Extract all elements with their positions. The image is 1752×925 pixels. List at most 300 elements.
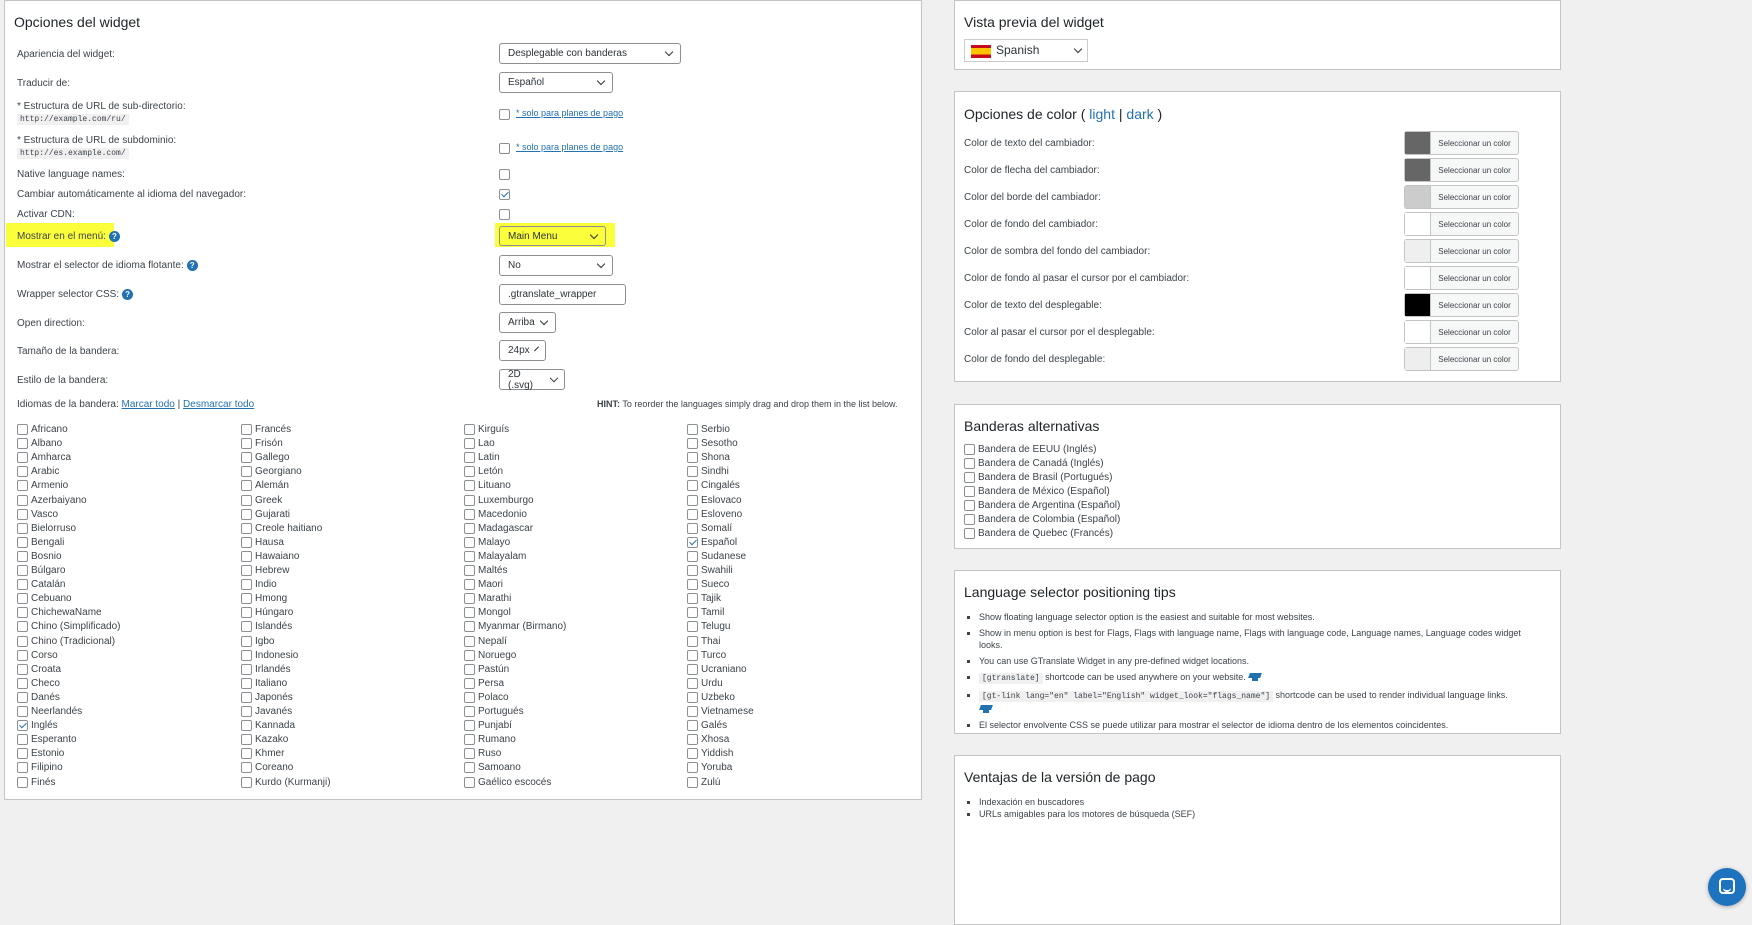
language-item[interactable] <box>17 452 71 463</box>
language-label: Lituano <box>478 480 511 492</box>
alt-flag-checkbox[interactable] <box>964 458 975 469</box>
language-checkbox[interactable] <box>241 762 252 773</box>
language-item[interactable] <box>241 706 292 717</box>
language-item[interactable] <box>687 466 729 477</box>
language-checkbox[interactable] <box>17 480 28 491</box>
language-checkbox[interactable] <box>17 748 28 759</box>
language-checkbox[interactable] <box>17 762 28 773</box>
language-item[interactable] <box>241 621 292 632</box>
graduation-cap-icon[interactable] <box>979 705 993 714</box>
language-switcher[interactable] <box>964 39 1088 62</box>
language-checkbox[interactable] <box>464 692 475 703</box>
language-label: Shona <box>701 452 730 464</box>
language-item[interactable] <box>464 424 509 435</box>
language-item[interactable] <box>464 565 507 576</box>
language-checkbox[interactable] <box>687 579 698 590</box>
language-checkbox[interactable] <box>241 424 252 435</box>
language-item[interactable] <box>241 607 293 618</box>
language-checkbox[interactable] <box>464 734 475 745</box>
language-checkbox[interactable] <box>241 650 252 661</box>
language-item[interactable] <box>687 424 730 435</box>
language-checkbox[interactable] <box>241 452 252 463</box>
language-checkbox[interactable] <box>241 551 252 562</box>
language-checkbox[interactable] <box>687 537 698 548</box>
language-checkbox[interactable] <box>687 692 698 703</box>
language-item[interactable] <box>17 664 61 675</box>
auto-switch-checkbox[interactable] <box>499 189 510 200</box>
language-checkbox[interactable] <box>464 537 475 548</box>
language-item[interactable] <box>241 480 289 491</box>
language-item[interactable] <box>17 438 62 449</box>
language-checkbox[interactable] <box>17 424 28 435</box>
language-checkbox[interactable] <box>17 579 28 590</box>
help-icon[interactable]: ? <box>109 231 120 242</box>
help-icon[interactable]: ? <box>122 289 133 300</box>
select-color-button[interactable] <box>1404 266 1519 290</box>
paren-open: ( <box>1080 106 1086 122</box>
language-label: Francés <box>255 424 292 435</box>
alt-flag-item[interactable] <box>964 528 1113 539</box>
language-checkbox[interactable] <box>241 593 252 604</box>
language-item[interactable] <box>464 537 510 548</box>
language-label: Sesotho <box>701 438 738 450</box>
language-item[interactable] <box>464 664 509 675</box>
flag-size-select[interactable] <box>499 340 546 361</box>
language-item[interactable] <box>464 509 527 520</box>
flag-style-select[interactable] <box>499 369 565 390</box>
language-item[interactable] <box>687 607 724 618</box>
language-checkbox[interactable] <box>687 509 698 520</box>
native-names-checkbox[interactable] <box>499 169 510 180</box>
language-item[interactable] <box>241 593 287 604</box>
language-item[interactable] <box>687 720 727 731</box>
cdn-label: Activar CDN: <box>17 209 75 220</box>
language-item[interactable] <box>464 762 521 773</box>
language-item[interactable] <box>241 537 284 548</box>
language-item[interactable] <box>464 636 507 647</box>
color-swatch <box>1405 294 1431 316</box>
select-color-button[interactable] <box>1404 185 1519 209</box>
language-item[interactable] <box>17 495 87 506</box>
select-color-button[interactable] <box>1404 131 1519 155</box>
language-item[interactable] <box>241 762 293 773</box>
check-all-link[interactable]: Marcar todo <box>121 399 175 410</box>
language-item[interactable] <box>17 748 64 759</box>
help-icon[interactable]: ? <box>187 260 198 271</box>
language-item[interactable] <box>17 734 77 745</box>
language-checkbox[interactable] <box>17 565 28 576</box>
paid-panel <box>954 755 1561 925</box>
select-color-button[interactable] <box>1404 347 1519 371</box>
language-checkbox[interactable] <box>241 523 252 534</box>
language-item[interactable] <box>241 438 283 449</box>
chat-bubble-button[interactable] <box>1708 868 1746 906</box>
language-item[interactable] <box>17 706 82 717</box>
language-checkbox[interactable] <box>687 495 698 506</box>
language-checkbox[interactable] <box>241 706 252 717</box>
language-checkbox[interactable] <box>17 621 28 632</box>
language-item[interactable] <box>17 551 62 562</box>
alt-flag-checkbox[interactable] <box>964 444 975 455</box>
select-color-button[interactable] <box>1404 239 1519 263</box>
color-swatch <box>1405 186 1431 208</box>
language-checkbox[interactable] <box>464 777 475 788</box>
language-item[interactable] <box>17 621 120 632</box>
language-item[interactable] <box>17 720 58 731</box>
language-item[interactable] <box>464 678 504 689</box>
language-item[interactable] <box>17 678 60 689</box>
alt-flags-title: Banderas alternativas <box>964 418 1100 434</box>
language-item[interactable] <box>17 636 115 647</box>
language-item[interactable] <box>687 523 732 534</box>
language-checkbox[interactable] <box>464 565 475 576</box>
language-item[interactable] <box>687 777 720 788</box>
subdir-label: * Estructura de URL de sub-directorio: <box>17 101 186 112</box>
language-item[interactable] <box>464 452 500 463</box>
alt-flag-item[interactable] <box>964 500 1120 511</box>
language-label: Húngaro <box>255 607 294 619</box>
language-checkbox[interactable] <box>464 523 475 534</box>
language-checkbox[interactable] <box>17 650 28 661</box>
language-item[interactable] <box>17 650 58 661</box>
translate-from-select[interactable] <box>499 72 613 93</box>
language-checkbox[interactable] <box>241 734 252 745</box>
language-label: Swahili <box>701 565 733 576</box>
language-label: Lao <box>478 438 495 450</box>
language-label: Maori <box>478 579 504 591</box>
language-item[interactable] <box>464 720 512 731</box>
select-color-button[interactable] <box>1404 212 1519 236</box>
language-checkbox[interactable] <box>687 664 698 675</box>
show-in-menu-select[interactable] <box>499 226 606 246</box>
language-checkbox[interactable] <box>241 664 252 675</box>
language-label: Xhosa <box>701 734 730 746</box>
language-checkbox[interactable] <box>464 509 475 520</box>
language-checkbox[interactable] <box>687 734 698 745</box>
tip-text: shortcode can be used anywhere on your website. <box>1042 672 1246 682</box>
language-label: Islandés <box>255 621 293 633</box>
language-item[interactable] <box>464 748 501 759</box>
select-color-button[interactable] <box>1404 320 1519 344</box>
language-checkbox[interactable] <box>687 762 698 773</box>
language-label: Japonés <box>255 691 293 703</box>
hint-text <box>597 399 898 409</box>
appearance-select[interactable] <box>499 43 681 64</box>
language-checkbox[interactable] <box>17 692 28 703</box>
language-item[interactable] <box>241 720 295 731</box>
language-checkbox[interactable] <box>464 748 475 759</box>
language-item[interactable] <box>17 480 68 491</box>
subdir-paid-link[interactable]: * solo para planes de pago <box>516 108 624 118</box>
language-item[interactable] <box>241 692 293 703</box>
language-item[interactable] <box>241 466 302 477</box>
language-checkbox[interactable] <box>464 678 475 689</box>
language-item[interactable] <box>687 621 730 632</box>
language-label: Checo <box>31 677 60 689</box>
cdn-checkbox[interactable] <box>499 209 510 220</box>
language-checkbox[interactable] <box>17 607 28 618</box>
language-checkbox[interactable] <box>464 607 475 618</box>
select-color-button[interactable] <box>1404 158 1519 182</box>
language-checkbox[interactable] <box>17 720 28 731</box>
alt-flag-item[interactable] <box>964 514 1120 525</box>
language-checkbox[interactable] <box>464 579 475 590</box>
language-checkbox[interactable] <box>17 466 28 477</box>
paren-close: ) <box>1157 106 1163 122</box>
language-item[interactable] <box>464 706 524 717</box>
language-checkbox[interactable] <box>241 748 252 759</box>
color-option-label: Color del borde del cambiador: <box>964 192 1101 203</box>
language-item[interactable] <box>241 650 298 661</box>
language-checkbox[interactable] <box>687 565 698 576</box>
language-checkbox[interactable] <box>687 607 698 618</box>
language-item[interactable] <box>241 734 288 745</box>
language-item[interactable] <box>687 579 729 590</box>
language-item[interactable] <box>241 551 299 562</box>
language-item[interactable] <box>687 664 747 675</box>
language-item[interactable] <box>464 692 509 703</box>
language-checkbox[interactable] <box>687 424 698 435</box>
language-checkbox[interactable] <box>17 636 28 647</box>
language-item[interactable] <box>464 466 503 477</box>
language-checkbox[interactable] <box>687 650 698 661</box>
language-checkbox[interactable] <box>687 621 698 632</box>
language-switcher-text: Spanish <box>996 43 1040 58</box>
uncheck-all-link[interactable]: Desmarcar todo <box>183 399 255 410</box>
language-label: Ucraniano <box>701 663 747 675</box>
language-item[interactable] <box>687 748 733 759</box>
language-checkbox[interactable] <box>464 650 475 661</box>
alt-flag-checkbox[interactable] <box>964 486 975 497</box>
language-checkbox[interactable] <box>241 692 252 703</box>
language-checkbox[interactable] <box>241 621 252 632</box>
language-item[interactable] <box>464 551 526 562</box>
language-item[interactable] <box>241 495 282 506</box>
language-item[interactable] <box>17 424 68 435</box>
language-item[interactable] <box>17 593 72 604</box>
alt-flag-checkbox[interactable] <box>964 500 975 511</box>
language-checkbox[interactable] <box>241 509 252 520</box>
language-item[interactable] <box>17 777 55 788</box>
language-item[interactable] <box>687 593 721 604</box>
language-item[interactable] <box>687 509 742 520</box>
language-item[interactable] <box>464 480 511 491</box>
language-checkbox[interactable] <box>241 466 252 477</box>
language-checkbox[interactable] <box>687 466 698 477</box>
language-checkbox[interactable] <box>464 480 475 491</box>
language-checkbox[interactable] <box>241 579 252 590</box>
language-item[interactable] <box>17 466 59 477</box>
language-item[interactable] <box>687 692 735 703</box>
language-item[interactable] <box>241 678 287 689</box>
language-checkbox[interactable] <box>17 706 28 717</box>
language-item[interactable] <box>464 777 551 788</box>
language-item[interactable] <box>464 593 511 604</box>
floating-select[interactable] <box>499 255 613 276</box>
language-checkbox[interactable] <box>464 762 475 773</box>
language-checkbox[interactable] <box>687 593 698 604</box>
language-checkbox[interactable] <box>687 523 698 534</box>
wrapper-input[interactable]: .gtranslate_wrapper <box>499 284 626 305</box>
language-item[interactable] <box>687 734 729 745</box>
chevron-down-icon <box>540 317 548 325</box>
language-item[interactable] <box>687 565 733 576</box>
wrapper-text: Wrapper selector CSS: <box>17 289 120 301</box>
language-checkbox[interactable] <box>17 777 28 788</box>
language-checkbox[interactable] <box>464 452 475 463</box>
language-checkbox[interactable] <box>241 636 252 647</box>
alt-flag-item[interactable] <box>964 444 1096 455</box>
language-checkbox[interactable] <box>241 480 252 491</box>
tips-title: Language selector positioning tips <box>964 584 1176 600</box>
language-checkbox[interactable] <box>17 678 28 689</box>
language-checkbox[interactable] <box>241 777 252 788</box>
language-item[interactable] <box>241 579 277 590</box>
language-item[interactable] <box>464 438 495 449</box>
dark-theme-link[interactable]: dark <box>1126 106 1154 122</box>
language-item[interactable] <box>464 607 511 618</box>
language-checkbox[interactable] <box>464 424 475 435</box>
language-label: Javanés <box>255 706 293 717</box>
language-label: ChichewaName <box>31 607 102 619</box>
language-checkbox[interactable] <box>687 452 698 463</box>
language-item[interactable] <box>17 762 63 773</box>
language-checkbox[interactable] <box>687 551 698 562</box>
language-checkbox[interactable] <box>464 664 475 675</box>
alt-flag-checkbox[interactable] <box>964 514 975 525</box>
language-item[interactable] <box>17 692 60 703</box>
language-item[interactable] <box>464 734 516 745</box>
language-label: Albano <box>31 438 63 450</box>
language-checkbox[interactable] <box>464 621 475 632</box>
language-checkbox[interactable] <box>464 706 475 717</box>
alt-flag-item[interactable] <box>964 458 1104 469</box>
paid-title: Ventajas de la versión de pago <box>964 769 1156 785</box>
language-checkbox[interactable] <box>687 706 698 717</box>
language-item[interactable] <box>17 523 76 534</box>
appearance-value: Desplegable con banderas <box>508 48 627 59</box>
language-label: Estonio <box>31 748 65 760</box>
alt-flag-checkbox[interactable] <box>964 528 975 539</box>
language-item[interactable] <box>241 777 331 788</box>
language-checkbox[interactable] <box>464 636 475 647</box>
alt-flag-label: Bandera de Brasil (Portugués) <box>978 472 1113 483</box>
language-item[interactable] <box>241 452 289 463</box>
language-item[interactable] <box>687 537 737 548</box>
language-item[interactable] <box>241 565 289 576</box>
language-item[interactable] <box>687 762 732 773</box>
language-checkbox[interactable] <box>17 452 28 463</box>
language-checkbox[interactable] <box>687 720 698 731</box>
language-item[interactable] <box>687 636 720 647</box>
language-item[interactable] <box>687 452 730 463</box>
color-option-label: Color al pasar el cursor por el desplegable: <box>964 327 1155 338</box>
language-checkbox[interactable] <box>241 607 252 618</box>
language-checkbox[interactable] <box>17 537 28 548</box>
language-checkbox[interactable] <box>17 523 28 534</box>
language-item[interactable] <box>687 495 742 506</box>
language-label: Malayo <box>478 536 511 548</box>
language-item[interactable] <box>687 650 726 661</box>
open-direction-value: Arriba <box>508 317 535 328</box>
language-item[interactable] <box>241 636 274 647</box>
language-checkbox[interactable] <box>687 438 698 449</box>
language-checkbox[interactable] <box>17 664 28 675</box>
floating-value: No <box>508 260 521 271</box>
alt-flag-item[interactable] <box>964 486 1110 497</box>
language-item[interactable] <box>17 509 58 520</box>
language-checkbox[interactable] <box>464 438 475 449</box>
language-checkbox[interactable] <box>241 537 252 548</box>
language-checkbox[interactable] <box>464 551 475 562</box>
language-checkbox[interactable] <box>17 551 28 562</box>
language-item[interactable] <box>687 438 738 449</box>
language-checkbox[interactable] <box>17 509 28 520</box>
language-item[interactable] <box>17 537 64 548</box>
language-checkbox[interactable] <box>687 777 698 788</box>
language-checkbox[interactable] <box>17 438 28 449</box>
language-checkbox[interactable] <box>17 734 28 745</box>
language-checkbox[interactable] <box>17 593 28 604</box>
language-label: Gujarati <box>255 508 291 520</box>
subdomain-paid-link[interactable]: * solo para planes de pago <box>516 142 624 152</box>
language-item[interactable] <box>241 664 291 675</box>
language-checkbox[interactable] <box>687 636 698 647</box>
language-item[interactable] <box>687 551 746 562</box>
language-checkbox[interactable] <box>464 466 475 477</box>
color-option-label: Color de fondo al pasar el cursor por el cambiador: <box>964 273 1190 284</box>
language-checkbox[interactable] <box>241 678 252 689</box>
open-direction-select[interactable] <box>499 312 556 333</box>
language-checkbox[interactable] <box>241 495 252 506</box>
subdomain-checkbox[interactable] <box>499 143 510 154</box>
language-checkbox[interactable] <box>687 678 698 689</box>
language-item[interactable] <box>464 523 533 534</box>
language-checkbox[interactable] <box>241 565 252 576</box>
language-item[interactable] <box>241 509 290 520</box>
alt-flag-checkbox[interactable] <box>964 472 975 483</box>
language-item[interactable] <box>464 650 516 661</box>
select-color-button[interactable] <box>1404 293 1519 317</box>
language-item[interactable] <box>687 678 723 689</box>
language-item[interactable] <box>687 480 740 491</box>
subdir-checkbox[interactable] <box>499 109 510 120</box>
language-checkbox[interactable] <box>687 748 698 759</box>
language-checkbox[interactable] <box>464 495 475 506</box>
language-checkbox[interactable] <box>464 720 475 731</box>
language-checkbox[interactable] <box>17 495 28 506</box>
language-item[interactable] <box>17 607 102 618</box>
language-item[interactable] <box>241 748 284 759</box>
language-item[interactable] <box>17 579 65 590</box>
language-item[interactable] <box>17 565 65 576</box>
chevron-down-icon <box>597 77 605 85</box>
language-checkbox[interactable] <box>687 480 698 491</box>
language-item[interactable] <box>464 621 566 632</box>
graduation-cap-icon[interactable] <box>1248 673 1262 682</box>
language-item[interactable] <box>464 495 534 506</box>
alt-flag-item[interactable] <box>964 472 1113 483</box>
language-label: Vietnamese <box>701 706 754 717</box>
language-checkbox[interactable] <box>241 438 252 449</box>
language-item[interactable] <box>241 424 291 435</box>
light-theme-link[interactable]: light <box>1089 106 1115 122</box>
language-item[interactable] <box>241 523 322 534</box>
language-item[interactable] <box>464 579 503 590</box>
language-checkbox[interactable] <box>241 720 252 731</box>
language-item[interactable] <box>687 706 754 717</box>
language-checkbox[interactable] <box>464 593 475 604</box>
